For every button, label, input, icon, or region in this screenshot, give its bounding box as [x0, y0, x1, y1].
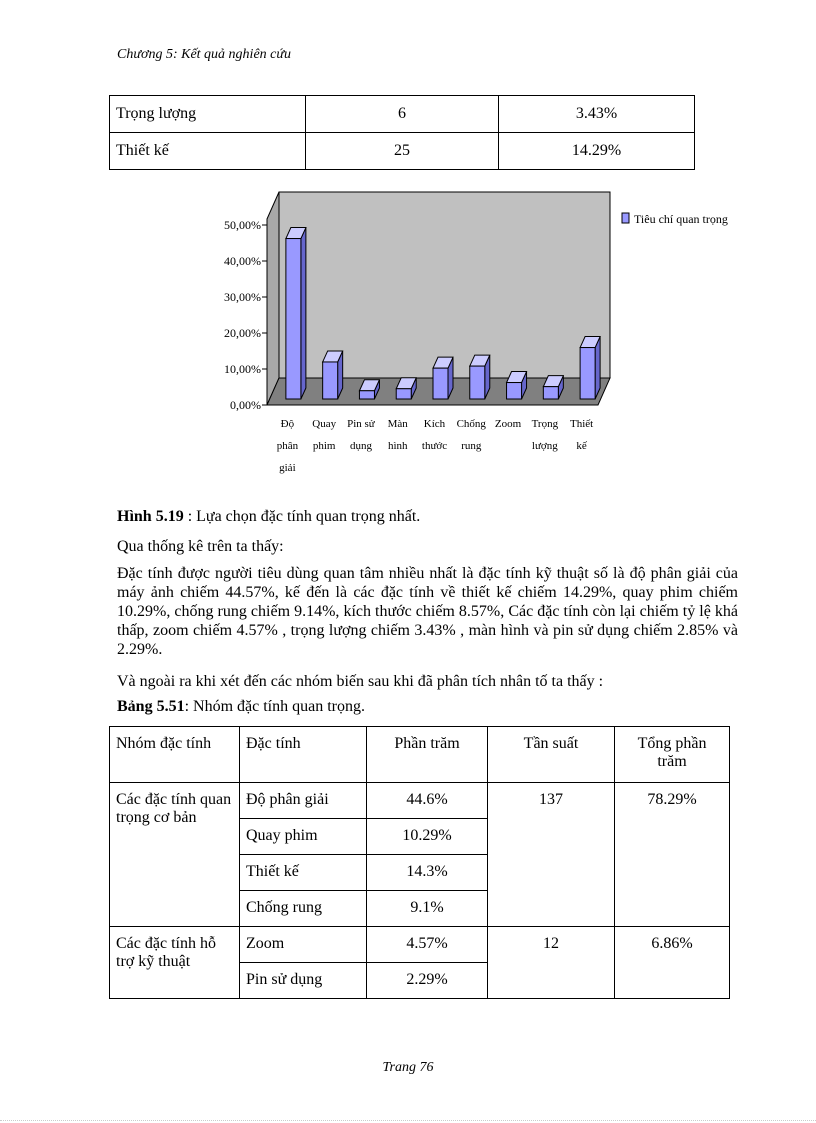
- x-tick-label: phim: [312, 440, 336, 452]
- table-cell: 4.57%: [367, 927, 488, 963]
- header-cell: Đặc tính: [240, 727, 367, 783]
- paragraph-intro: Qua thống kê trên ta thấy:: [117, 538, 284, 555]
- x-tick-label: Chống: [456, 418, 486, 430]
- top-table: [109, 95, 695, 170]
- header-cell: Tổng phần trăm: [615, 727, 730, 783]
- x-tick-label: lượng: [531, 440, 558, 452]
- legend-swatch: [622, 213, 629, 223]
- y-tick-label: 40,00%: [224, 254, 261, 268]
- total-cell: 78.29%: [615, 783, 730, 927]
- x-tick-label: hình: [387, 440, 408, 452]
- table-cell: Thiết kế: [240, 855, 367, 891]
- x-tick-label: Thiết: [570, 418, 594, 430]
- table-cell: 10.29%: [367, 819, 488, 855]
- x-tick-label: Quay: [312, 418, 337, 430]
- total-cell: 6.86%: [615, 927, 730, 999]
- bar: [543, 387, 558, 399]
- figure-caption-text: : Lựa chọn đặc tính quan trọng nhất.: [183, 508, 421, 525]
- table-cell: Chống rung: [240, 891, 367, 927]
- y-tick-label: 10,00%: [224, 362, 261, 376]
- table-caption: [117, 698, 365, 716]
- group-table: [109, 726, 730, 999]
- x-tick-label: thước: [421, 440, 448, 452]
- table-cell: 3.43%: [499, 96, 695, 133]
- table-cell: 14.29%: [499, 133, 695, 170]
- x-tick-label: kế: [576, 440, 587, 452]
- paragraph-analysis: Đặc tính được người tiêu dùng quan tâm nhiều nhất là đặc tính kỹ thuật số là độ phân giải của máy ảnh chiếm 44.57%, kế đến là các đặc tính về thiết kế chiếm 14.29%, quay phim chiếm 10.29%, chống rung chiếm 9.14%, kích thước chiếm 8.57%, Các đặc tính còn lại chiếm tỷ lệ khá thấp, zoom chiếm 4.57% , trọng lượng chiếm 3.43% , màn hình và pin sử dụng chiếm 2.85% và 2.29%.: [117, 565, 738, 658]
- table-cell: Trọng lượng: [110, 96, 306, 133]
- group-name-cell: Các đặc tính hỗ trợ kỹ thuật: [110, 927, 240, 999]
- x-tick-label: rung: [461, 440, 482, 452]
- table-cell: 25: [306, 133, 499, 170]
- table-row: [110, 927, 730, 963]
- bar: [359, 391, 374, 399]
- table-cell: 14.3%: [367, 855, 488, 891]
- x-tick-label: Trọng: [531, 418, 559, 430]
- figure-label: Hình 5.19: [117, 508, 184, 525]
- table-row: [110, 783, 730, 819]
- table-cell: 44.6%: [367, 783, 488, 819]
- y-tick-label: 50,00%: [224, 218, 261, 232]
- chart-side-wall: [267, 192, 279, 405]
- chart-back-wall: [279, 192, 610, 378]
- group-name-cell: Các đặc tính quan trọng cơ bản: [110, 783, 240, 927]
- x-tick-label: phân: [276, 440, 299, 452]
- x-tick-label: Kích: [423, 418, 446, 430]
- table-cell: 2.29%: [367, 963, 488, 999]
- figure-caption: [117, 508, 420, 526]
- table-cell: Quay phim: [240, 819, 367, 855]
- header-cell: Nhóm đặc tính: [110, 727, 240, 783]
- bar: [507, 383, 522, 399]
- bar: [470, 366, 485, 399]
- table-caption-text: : Nhóm đặc tính quan trọng.: [184, 698, 365, 715]
- y-tick-label: 20,00%: [224, 326, 261, 340]
- table-row: [110, 96, 695, 133]
- x-tick-label: Pin sử: [347, 418, 375, 430]
- header-cell: Tần suất: [488, 727, 615, 783]
- table-cell: Pin sử dụng: [240, 963, 367, 999]
- table-cell: 9.1%: [367, 891, 488, 927]
- frequency-cell: 12: [488, 927, 615, 999]
- y-tick-label: 0,00%: [230, 398, 261, 412]
- bar: [323, 362, 338, 399]
- page-number: Trang 76: [382, 1060, 434, 1075]
- bar: [396, 389, 411, 399]
- bar-side: [301, 228, 306, 399]
- x-tick-label: giải: [279, 462, 296, 474]
- x-tick-label: Độ: [280, 418, 295, 430]
- header-cell: Phần trăm: [367, 727, 488, 783]
- table-cell: Độ phân giải: [240, 783, 367, 819]
- table-cell: Zoom: [240, 927, 367, 963]
- table-row: [110, 133, 695, 170]
- chapter-header: Chương 5: Kết quả nghiên cứu: [117, 47, 292, 62]
- legend-label: Tiêu chí quan trọng: [634, 212, 728, 226]
- x-tick-label: Màn: [387, 418, 408, 430]
- y-tick-label: 30,00%: [224, 290, 261, 304]
- bar: [286, 239, 301, 399]
- table-label: Bảng 5.51: [117, 698, 185, 715]
- x-tick-label: dụng: [349, 440, 372, 452]
- table-cell: 6: [306, 96, 499, 133]
- frequency-cell: 137: [488, 783, 615, 927]
- bar-chart: [200, 185, 760, 475]
- table-header-row: [110, 727, 730, 783]
- bar: [433, 368, 448, 399]
- page-bottom-rule: [0, 1120, 816, 1121]
- x-tick-label: Zoom: [494, 418, 522, 430]
- bar: [580, 348, 595, 399]
- paragraph-groups: Và ngoài ra khi xét đến các nhóm biến sau khi đã phân tích nhân tố ta thấy :: [117, 673, 604, 690]
- table-cell: Thiết kế: [110, 133, 306, 170]
